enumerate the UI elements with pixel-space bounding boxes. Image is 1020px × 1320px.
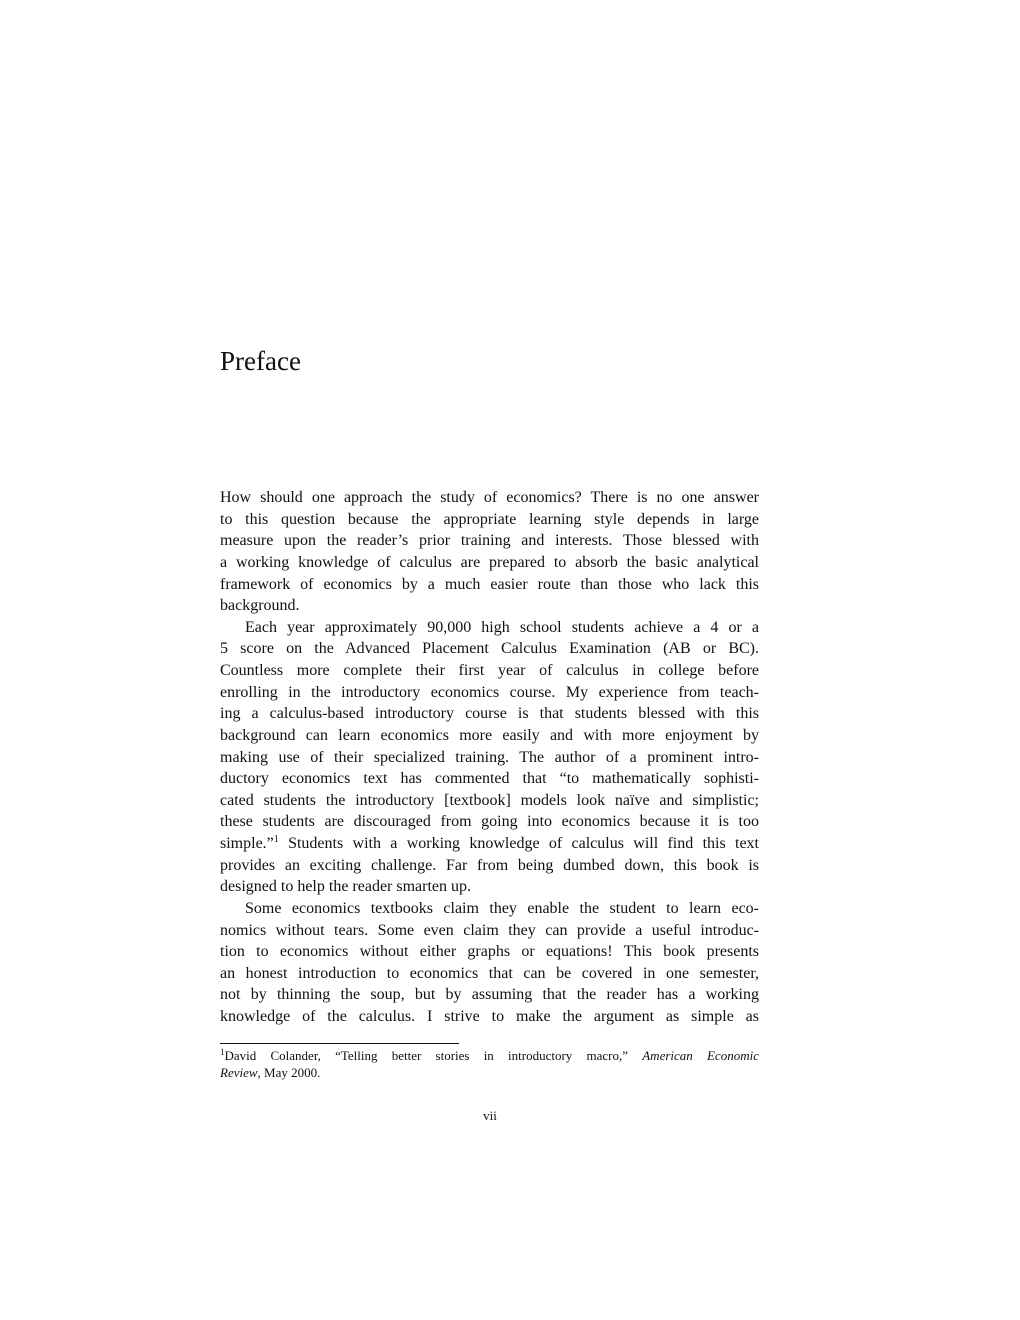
footnote-journal: Review — [220, 1065, 258, 1080]
text-line: to this question because the appropriate learning style depends in large — [220, 510, 759, 528]
text-fragment: Students with a working knowledge of calculus will find this text — [278, 835, 759, 852]
text-line: 5 score on the Advanced Placement Calculus Examination (AB or BC). — [220, 640, 759, 658]
text-line: designed to help the reader smarten up. — [220, 878, 472, 896]
footnote-line — [220, 1047, 759, 1064]
text-line: tion to economics without either graphs or equations! This book presents — [220, 943, 759, 961]
text-line: a working knowledge of calculus are prepared to absorb the basic analytical — [220, 553, 759, 571]
text-line: ing a calculus-based introductory course is that students blessed with this — [220, 705, 759, 723]
text-line: How should one approach the study of economics? There is no one answer — [220, 489, 759, 506]
text-line: background. — [220, 597, 300, 615]
footnote — [220, 1047, 759, 1081]
text-line: Each year approximately 90,000 high school students achieve a 4 or a — [245, 618, 759, 636]
text-line: enrolling in the introductory economics course. My experience from teach- — [220, 683, 759, 701]
text-fragment: simple.” — [220, 835, 274, 852]
text-line: nomics without tears. Some even claim they can provide a useful introduc- — [220, 921, 759, 939]
footnote-journal: American Economic — [642, 1048, 759, 1063]
text-line: measure upon the reader’s prior training and interests. Those blessed with — [220, 532, 759, 550]
text-line — [220, 833, 759, 855]
page-number: vii — [483, 1108, 497, 1123]
footnote-reference: 1 — [273, 834, 279, 845]
text-line: not by thinning the soup, but by assuming that the reader has a working — [220, 986, 759, 1004]
footnote-text: David Colander, “Telling better stories in introductory macro,” — [224, 1048, 643, 1063]
footnote-date: , May 2000. — [257, 1065, 321, 1080]
text-line: an honest introduction to economics that can be covered in one semester, — [220, 964, 759, 982]
text-line: making use of their specialized training. The author of a prominent intro- — [220, 748, 759, 766]
footnote-rule — [220, 1043, 459, 1044]
chapter-title: Preface — [220, 346, 301, 376]
text-line: knowledge of the calculus. I strive to make the argument as simple as — [220, 1008, 759, 1025]
text-line: provides an exciting challenge. Far from being dumbed down, this book is — [220, 856, 759, 874]
body-text — [220, 487, 759, 1028]
text-line: these students are discouraged from going into economics because it is too — [220, 813, 759, 831]
footnote-mark: 1 — [220, 1047, 225, 1057]
text-line: Some economics textbooks claim they enable the student to learn eco- — [245, 899, 759, 917]
footnote-line — [220, 1064, 759, 1081]
text-line: background can learn economics more easily and with more enjoyment by — [220, 726, 759, 744]
text-line: cated students the introductory [textbook] models look naïve and simplistic; — [220, 791, 759, 809]
text-line: ductory economics text has commented that “to mathematically sophisti- — [220, 770, 759, 788]
text-line: framework of economics by a much easier route than those who lack this — [220, 575, 759, 593]
text-line: Countless more complete their first year of calculus in college before — [220, 662, 759, 679]
